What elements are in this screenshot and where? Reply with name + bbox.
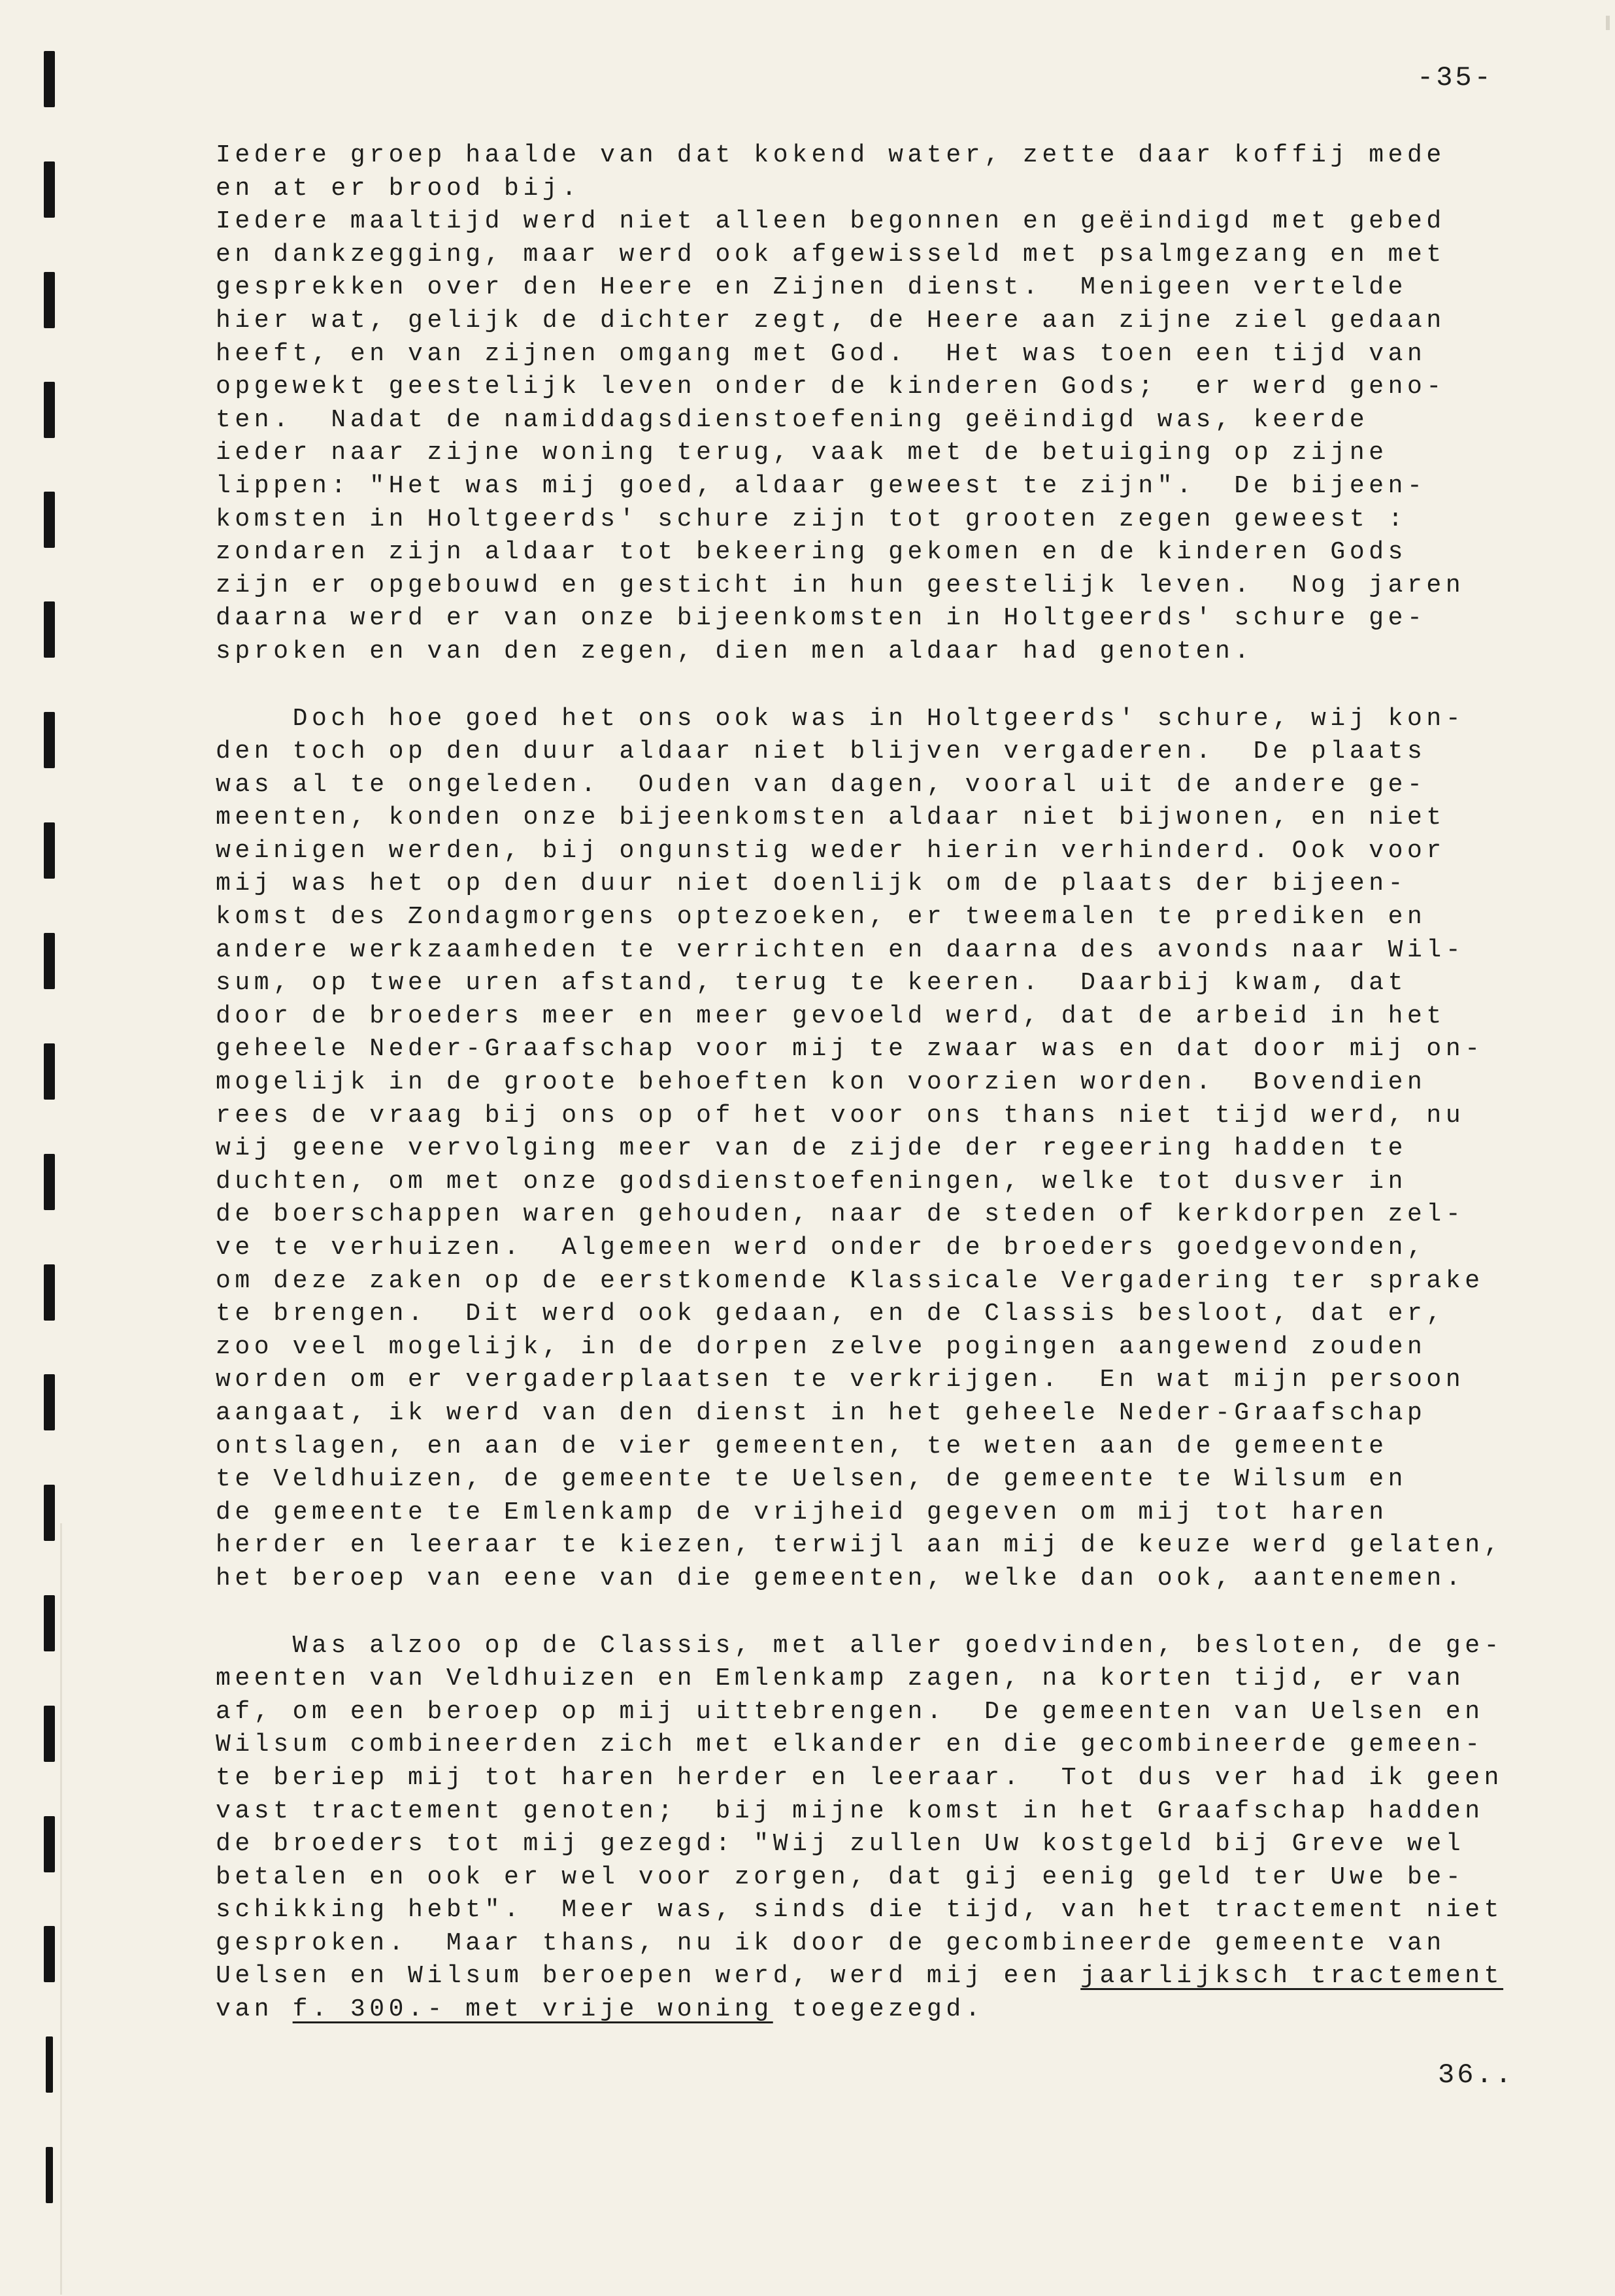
text-line: de boerschappen waren gehouden, naar de steden of kerkdorpen zel- <box>216 1200 1465 1229</box>
text-line-with-underline: Uelsen en Wilsum beroepen werd, werd mij een jaarlijksch tractement <box>216 1962 1504 1991</box>
text-line: schikking hebt". Meer was, sinds die tijd, van het tractement niet <box>216 1896 1504 1925</box>
text-line: het beroep van eene van die gemeenten, welke dan ook, aantenemen. <box>216 1564 1465 1593</box>
text-line: weinigen werden, bij ongunstig weder hierin verhinderd. Ook voor <box>216 836 1446 865</box>
binding-hole <box>44 492 55 548</box>
text-line: mogelijk in de groote behoeften kon voorzien worden. Bovendien <box>216 1068 1427 1097</box>
binding-hole <box>44 933 55 989</box>
page-number: -35- <box>1417 62 1493 93</box>
text-line: daarna werd er van onze bijeenkomsten in Holtgeerds' schure ge- <box>216 604 1427 633</box>
text-line: ieder naar zijne woning terug, vaak met de betuiging op zijne <box>216 439 1388 467</box>
text-line: was al te ongeleden. Ouden van dagen, vooral uit de andere ge- <box>216 770 1427 799</box>
text-line: Iedere maaltijd werd niet alleen begonnen en geëindigd met gebed <box>216 207 1446 236</box>
text-line: betalen en ook er wel voor zorgen, dat gij eenig geld ter Uwe be- <box>216 1863 1465 1891</box>
text-line: ten. Nadat de namiddagsdienstoefening geëindigd was, keerde <box>216 405 1369 434</box>
binding-hole <box>44 1264 55 1321</box>
footer-catchword: 36.. <box>1438 2059 1514 2091</box>
binding-hole <box>44 272 55 328</box>
binding-hole <box>44 51 55 107</box>
text-line: opgewekt geestelijk leven onder de kinderen Gods; er werd geno- <box>216 373 1446 401</box>
text-line: en at er brood bij. <box>216 174 581 203</box>
text-line: aangaat, ik werd van den dienst in het geheele Neder-Graafschap <box>216 1398 1427 1427</box>
binding-hole <box>44 1926 55 1982</box>
underlined-phrase: jaarlijksch tractement <box>1080 1962 1504 1991</box>
binding-hole <box>44 822 55 879</box>
text-line: gesproken. Maar thans, nu ik door de gecombineerde gemeente van <box>216 1929 1446 1957</box>
text-line: lippen: "Het was mij goed, aldaar geweest te zijn". De bijeen- <box>216 471 1427 500</box>
text-line: worden om er vergaderplaatsen te verkrijgen. En wat mijn persoon <box>216 1366 1465 1394</box>
text-line: te Veldhuizen, de gemeente te Uelsen, de gemeente te Wilsum en <box>216 1465 1408 1494</box>
text-line: gesprekken over den Heere en Zijnen dienst. Menigeen vertelde <box>216 273 1408 302</box>
text-line: ontslagen, en aan de vier gemeenten, te weten aan de gemeente <box>216 1432 1388 1460</box>
text-line: andere werkzaamheden te verrichten en daarna des avonds naar Wil- <box>216 936 1465 964</box>
text-line: Doch hoe goed het ons ook was in Holtgeerds' schure, wij kon- <box>216 704 1465 733</box>
text-line: om deze zaken op de eerstkomende Klassicale Vergadering ter sprake <box>216 1266 1484 1295</box>
text-line: mij was het op den duur niet doenlijk om de plaats der bijeen- <box>216 869 1408 898</box>
text-line: komsten in Holtgeerds' schure zijn tot grooten zegen geweest : <box>216 505 1408 533</box>
text-line: zondaren zijn aldaar tot bekeering gekomen en de kinderen Gods <box>216 538 1408 567</box>
underlined-phrase: f. 300.- met vrije woning <box>292 1995 773 2024</box>
text-line: zoo veel mogelijk, in de dorpen zelve pogingen aangewend zouden <box>216 1332 1427 1361</box>
paragraph-2 <box>216 703 1575 1596</box>
binding-hole <box>44 1816 55 1872</box>
text-line: Was alzoo op de Classis, met aller goedvinden, besloten, de ge- <box>216 1631 1504 1660</box>
text-line: sproken en van den zegen, dien men aldaar had genoten. <box>216 637 1254 666</box>
binding-hole <box>44 1043 55 1100</box>
binding-hole <box>44 601 55 658</box>
text-line: de broeders tot mij gezegd: "Wij zullen Uw kostgeld bij Greve wel <box>216 1830 1465 1859</box>
text-line: den toch op den duur aldaar niet blijven vergaderen. De plaats <box>216 737 1427 766</box>
paragraph-1 <box>216 139 1575 669</box>
binding-hole <box>44 1485 55 1541</box>
body-text <box>216 139 1575 2027</box>
paragraph-gap <box>216 1596 1575 1630</box>
binding-hole <box>46 2036 53 2093</box>
text-line: sum, op twee uren afstand, terug te keeren. Daarbij kwam, dat <box>216 969 1408 998</box>
text-line: de gemeente te Emlenkamp de vrijheid gegeven om mij tot haren <box>216 1498 1388 1527</box>
text-line: geheele Neder-Graafschap voor mij te zwaar was en dat door mij on- <box>216 1035 1484 1064</box>
corner-mark <box>1606 16 1610 30</box>
text-line: wij geene vervolging meer van de zijde der regeering hadden te <box>216 1134 1408 1163</box>
binding-holes <box>0 0 92 2296</box>
paragraph-gap <box>216 669 1575 703</box>
text-line: meenten van Veldhuizen en Emlenkamp zagen, na korten tijd, er van <box>216 1664 1465 1693</box>
paragraph-3 <box>216 1630 1575 2027</box>
text-line: zijn er opgebouwd en gesticht in hun geestelijk leven. Nog jaren <box>216 571 1465 599</box>
binding-hole <box>44 712 55 768</box>
text-line: duchten, om met onze godsdienstoefeningen, welke tot dusver in <box>216 1167 1408 1196</box>
text-line: Iedere groep haalde van dat kokend water, zette daar koffij mede <box>216 141 1446 169</box>
binding-hole <box>44 1154 55 1210</box>
text-line: af, om een beroep op mij uittebrengen. De gemeenten van Uelsen en <box>216 1697 1484 1726</box>
text-line: te beriep mij tot haren herder en leeraar. Tot dus ver had ik geen <box>216 1763 1504 1792</box>
text-line: en dankzegging, maar werd ook afgewisseld met psalmgezang en met <box>216 240 1446 269</box>
binding-hole <box>44 1706 55 1762</box>
text-line: vast tractement genoten; bij mijne komst in het Graafschap hadden <box>216 1797 1484 1825</box>
binding-hole <box>44 1374 55 1430</box>
text-line: te brengen. Dit werd ook gedaan, en de Classis besloot, dat er, <box>216 1300 1446 1328</box>
binding-hole <box>46 2147 53 2203</box>
text-line: door de broeders meer en meer gevoeld werd, dat de arbeid in het <box>216 1002 1446 1030</box>
binding-hole <box>44 382 55 438</box>
text-line: rees de vraag bij ons op of het voor ons thans niet tijd werd, nu <box>216 1101 1465 1130</box>
text-line: hier wat, gelijk de dichter zegt, de Heere aan zijne ziel gedaan <box>216 306 1446 335</box>
text-line: heeft, en van zijnen omgang met God. Het was toen een tijd van <box>216 339 1427 368</box>
text-line-with-underline: van f. 300.- met vrije woning toegezegd. <box>216 1995 985 2024</box>
text-line: meenten, konden onze bijeenkomsten aldaar niet bijwonen, en niet <box>216 803 1446 832</box>
text-line: ve te verhuizen. Algemeen werd onder de broeders goedgevonden, <box>216 1234 1427 1262</box>
binding-hole <box>44 161 55 218</box>
text-line: herder en leeraar te kiezen, terwijl aan mij de keuze werd gelaten, <box>216 1531 1504 1560</box>
text-line: Wilsum combineerden zich met elkander en die gecombineerde gemeen- <box>216 1730 1484 1759</box>
text-line: komst des Zondagmorgens optezoeken, er tweemalen te prediken en <box>216 903 1427 932</box>
binding-hole <box>44 1595 55 1651</box>
